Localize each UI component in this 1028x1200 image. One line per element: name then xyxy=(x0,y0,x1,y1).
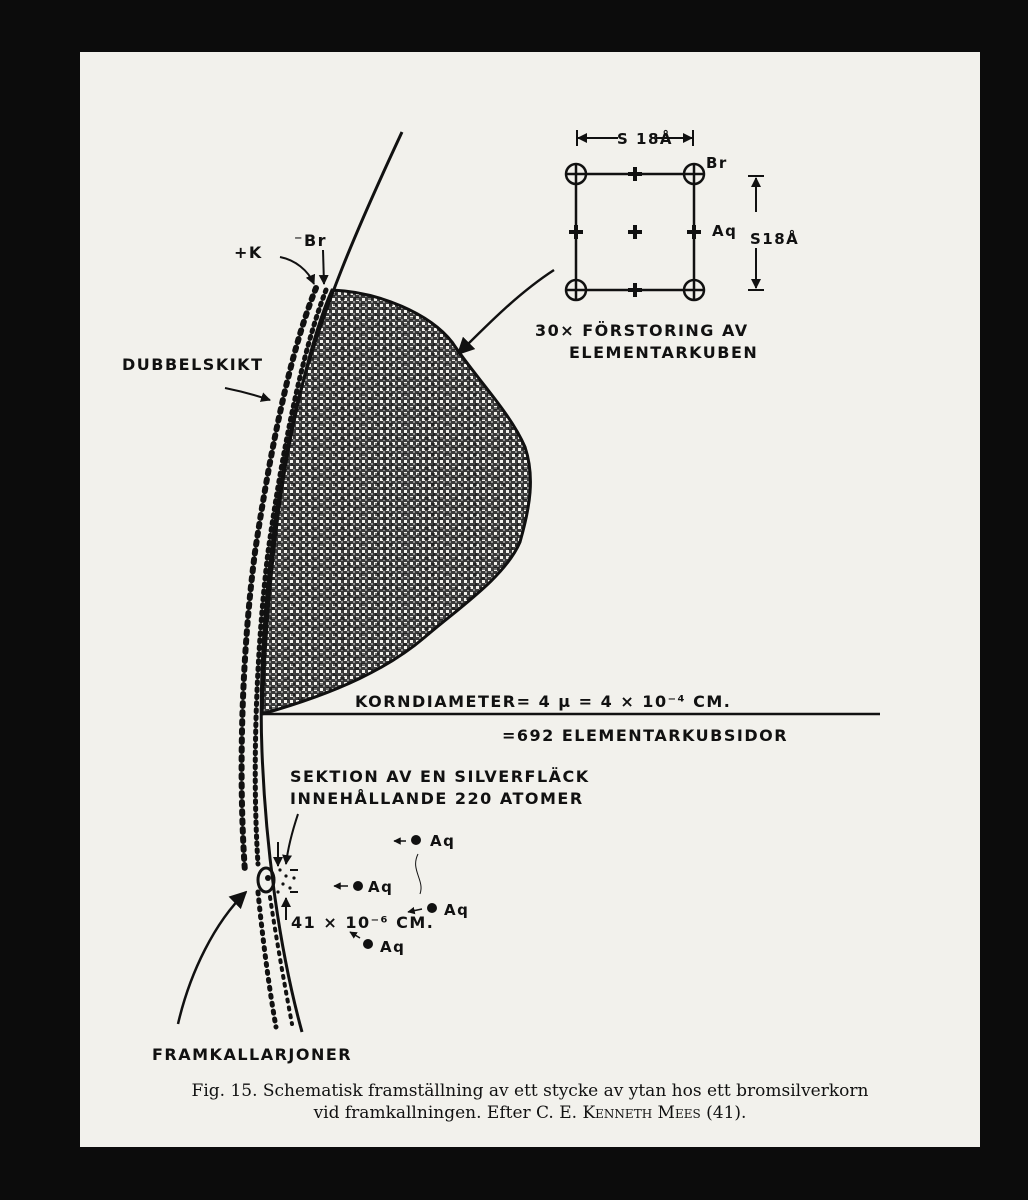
section-arrow xyxy=(286,814,298,864)
unit-cell xyxy=(566,164,704,300)
cell-br-label: Br xyxy=(706,154,728,172)
svg-text:Aq: Aq xyxy=(444,901,470,919)
grain-sides-label: =692 ELEMENTARKUBSIDOR xyxy=(502,726,789,745)
caption-author: Kenneth Mees xyxy=(582,1103,701,1123)
svg-text:Aq: Aq xyxy=(430,832,456,850)
developer-ions-label: FRAMKALLARJONER xyxy=(152,1045,353,1064)
section-label-line1: SEKTION AV EN SILVERFLÄCK xyxy=(290,767,590,786)
developer-ions-arrow xyxy=(178,892,246,1024)
speck-size-label: 41 × 10⁻⁶ CM. xyxy=(291,913,435,932)
caption-line-2 xyxy=(80,1102,980,1124)
double-layer-arrow xyxy=(225,388,270,400)
grain-shape xyxy=(262,290,530,714)
figure-caption xyxy=(80,1080,980,1124)
cell-width-label: S 18Å xyxy=(617,130,674,148)
caption-line-1: Fig. 15. Schematisk framställning av ett stycke av ytan hos ett bromsilverkorn xyxy=(191,1081,869,1101)
caption-line-2-start: vid framkallningen. Efter C. E. xyxy=(313,1103,583,1123)
magnification-label-line2: ELEMENTARKUBEN xyxy=(569,343,759,362)
svg-text:Aq: Aq xyxy=(368,878,394,896)
br-ion-arrow xyxy=(323,250,324,284)
silver-speck xyxy=(258,868,298,894)
ag-atom-1 xyxy=(394,832,455,850)
magnification-arrow xyxy=(458,270,554,354)
grain-diameter-label: KORNDIAMETER= 4 μ = 4 × 10⁻⁴ CM. xyxy=(355,692,732,711)
cell-ag-label: Aq xyxy=(712,222,738,240)
caption-line-2-end: (41). xyxy=(700,1103,747,1123)
svg-text:Aq: Aq xyxy=(380,938,406,956)
ag-atom-4 xyxy=(350,932,405,956)
br-ion-label: ⁻Br xyxy=(294,231,328,250)
k-ion-arrow xyxy=(280,257,314,284)
ag-atom-2 xyxy=(334,878,393,896)
k-ion-label: +K xyxy=(234,243,263,262)
section-label-line2: INNEHÅLLANDE 220 ATOMER xyxy=(290,789,584,808)
cell-height-label: S18Å xyxy=(750,230,800,248)
lantern-slide xyxy=(80,52,980,1147)
double-layer-label: DUBBELSKIKT xyxy=(122,355,264,374)
ag-connector-curve xyxy=(416,854,421,894)
diagram xyxy=(80,52,980,1147)
magnification-label-line1: 30× FÖRSTORING AV xyxy=(535,321,749,340)
